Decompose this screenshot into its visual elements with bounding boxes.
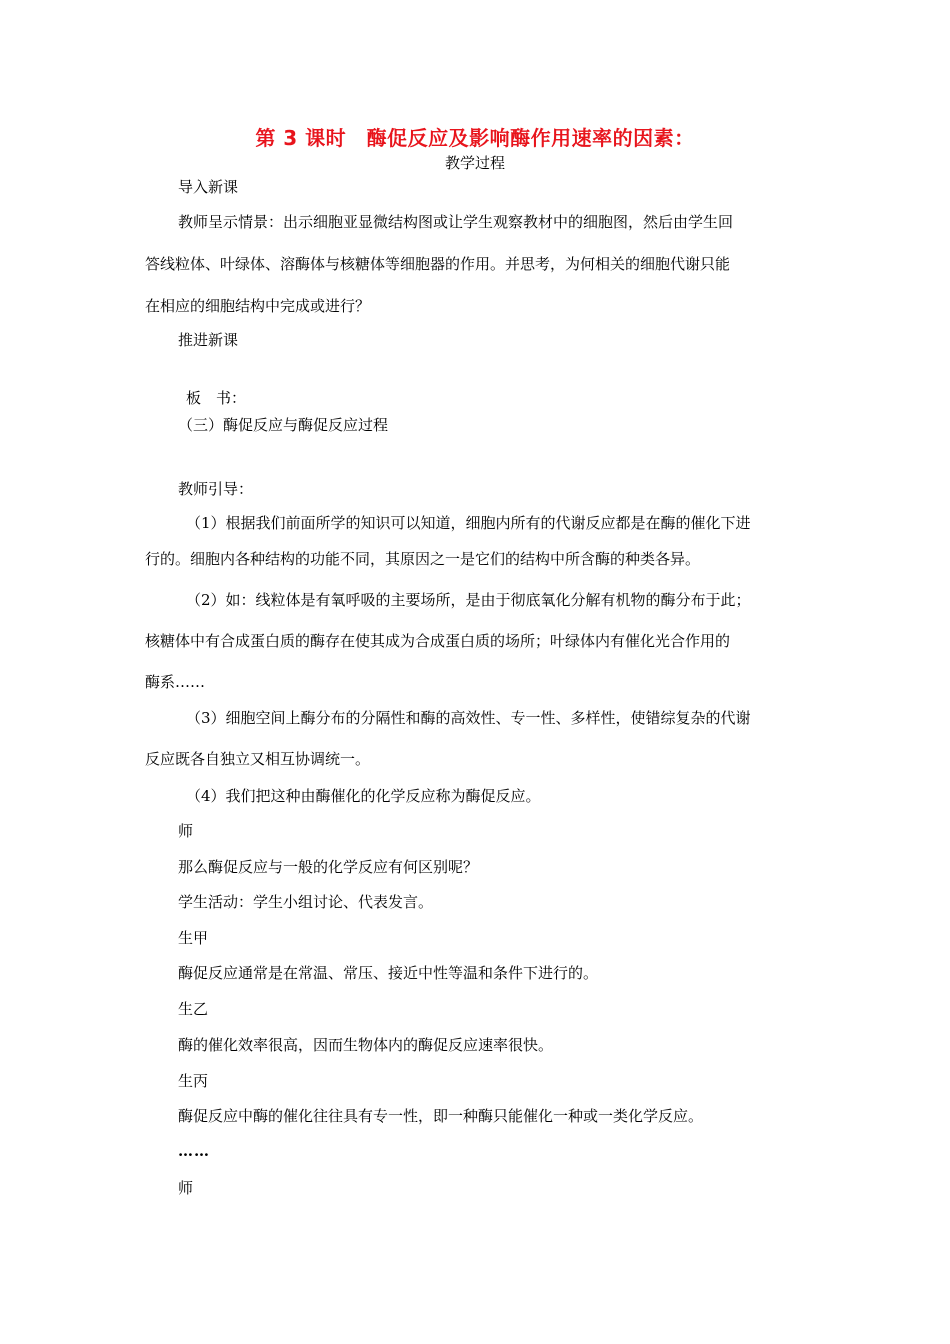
paragraph-line: 生甲 bbox=[178, 929, 209, 947]
document-title: 第 3 课时 酶促反应及影响酶作用速率的因素： bbox=[255, 126, 695, 150]
paragraph-line: 答线粒体、叶绿体、溶酶体与核糖体等细胞器的作用。并思考，为何相关的细胞代谢只能 bbox=[145, 255, 731, 273]
paragraph-line: 行的。细胞内各种结构的功能不同，其原因之一是它们的结构中所含酶的种类各异。 bbox=[145, 550, 701, 568]
ellipsis-line: …… bbox=[178, 1142, 210, 1160]
paragraph-line: （2）如：线粒体是有氧呼吸的主要场所，是由于彻底氧化分解有机物的酶分布于此； bbox=[186, 591, 751, 609]
paragraph-line: 酶促反应中酶的催化往往具有专一性，即一种酶只能催化一种或一类化学反应。 bbox=[178, 1107, 704, 1125]
paragraph-line: 师 bbox=[178, 822, 194, 840]
paragraph-line: 学生活动：学生小组讨论、代表发言。 bbox=[178, 893, 434, 911]
paragraph-line: 那么酶促反应与一般的化学反应有何区别呢？ bbox=[178, 858, 479, 876]
paragraph-line: 在相应的细胞结构中完成或进行？ bbox=[145, 297, 371, 315]
paragraph-line: 酶的催化效率很高，因而生物体内的酶促反应速率很快。 bbox=[178, 1036, 554, 1054]
paragraph-line: （4）我们把这种由酶催化的化学反应称为酶促反应。 bbox=[186, 787, 541, 805]
paragraph-line: 推进新课 bbox=[178, 331, 239, 349]
paragraph-line: （1）根据我们前面所学的知识可以知道，细胞内所有的代谢反应都是在酶的催化下进 bbox=[186, 514, 751, 532]
paragraph-line: 酶系…… bbox=[145, 673, 206, 691]
paragraph-line: （3）细胞空间上酶分布的分隔性和酶的高效性、专一性、多样性，使错综复杂的代谢 bbox=[186, 709, 751, 727]
paragraph-line: 教师呈示情景：出示细胞亚显微结构图或让学生观察教材中的细胞图，然后由学生回 bbox=[178, 213, 734, 231]
paragraph-line: 师 bbox=[178, 1179, 194, 1197]
paragraph-line: 核糖体中有合成蛋白质的酶存在使其成为合成蛋白质的场所；叶绿体内有催化光合作用的 bbox=[145, 632, 731, 650]
document-subtitle: 教学过程 bbox=[444, 154, 505, 172]
paragraph-line: 反应既各自独立又相互协调统一。 bbox=[145, 750, 371, 768]
paragraph-line: （三）酶促反应与酶促反应过程 bbox=[178, 416, 389, 434]
paragraph-line: 导入新课 bbox=[178, 178, 239, 196]
paragraph-line: 生乙 bbox=[178, 1000, 209, 1018]
paragraph-line: 教师引导： bbox=[178, 480, 254, 498]
paragraph-line: 生丙 bbox=[178, 1072, 209, 1090]
paragraph-line: 酶促反应通常是在常温、常压、接近中性等温和条件下进行的。 bbox=[178, 964, 599, 982]
paragraph-line: 板 书： bbox=[186, 389, 247, 407]
